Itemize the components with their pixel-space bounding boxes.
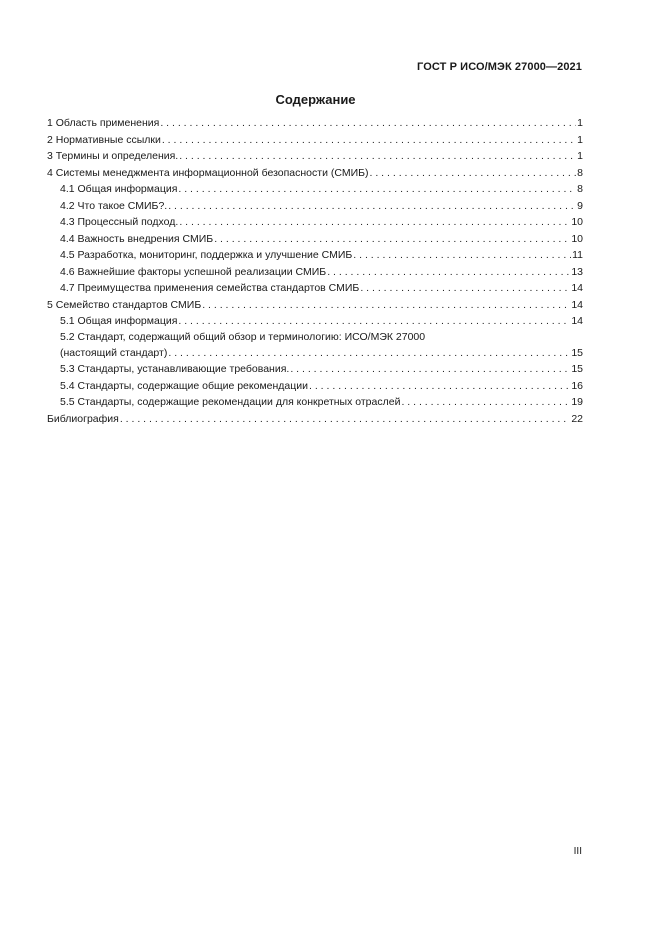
toc-leader-dots: [353, 247, 571, 264]
toc-entry-page: 14: [571, 315, 583, 327]
toc-entry-page: 15: [571, 346, 583, 359]
toc-entry-5[interactable]: [47, 297, 583, 314]
toc-entry-5-5[interactable]: [47, 394, 583, 411]
toc-entry-continuation: [60, 345, 583, 362]
toc-entry-page: 10: [571, 216, 583, 228]
toc-entry-bibliography[interactable]: [47, 411, 583, 428]
toc-entry-label: 4.1 Общая информация: [60, 183, 178, 195]
toc-leader-dots: [179, 148, 576, 165]
toc-entry-label: Библиография: [47, 412, 119, 425]
toc-leader-dots: [120, 411, 570, 428]
toc-entry-page: 14: [571, 298, 583, 311]
toc-entry-label-line1: 5.2 Стандарт, содержащий общий обзор и терминологию: ИСО/МЭК 27000: [60, 330, 426, 343]
toc-entry-label: 4.6 Важнейшие факторы успешной реализации СМИБ: [60, 265, 327, 278]
toc-leader-dots: [360, 280, 570, 297]
toc-entry-5-3[interactable]: [47, 361, 583, 378]
toc-entry-label: 5 Семейство стандартов СМИБ: [47, 298, 202, 311]
toc-entry-page: 1: [577, 117, 583, 129]
toc-entry-page: 15: [571, 363, 583, 375]
document-code: ГОСТ Р ИСО/МЭК 27000—2021: [417, 61, 582, 73]
toc-leader-dots: [179, 214, 570, 231]
toc-leader-dots: [327, 264, 570, 281]
toc-entry-label: 4.2 Что такое СМИБ?.: [60, 199, 168, 212]
toc-entry-4-2[interactable]: [47, 198, 583, 215]
toc-entry-label: 5.3 Стандарты, устанавливающие требования.: [60, 363, 290, 375]
toc-leader-dots: [178, 181, 576, 198]
toc-entry-4-5[interactable]: [47, 247, 583, 264]
toc-entry-5-1[interactable]: [47, 313, 583, 330]
toc-leader-dots: [162, 132, 576, 149]
toc-entry-page: 22: [571, 412, 583, 425]
toc-entry-label: 3 Термины и определения.: [47, 150, 179, 162]
toc-entry-4-6[interactable]: [47, 264, 583, 281]
toc-leader-dots: [202, 297, 570, 314]
toc-entry-page: 13: [571, 265, 583, 278]
toc-entry-page: 8: [577, 183, 583, 195]
toc-entry-label: 4.3 Процессный подход.: [60, 216, 179, 228]
toc-entry-page: 16: [571, 379, 583, 392]
toc-entry-4[interactable]: [47, 165, 583, 182]
toc-leader-dots: [214, 231, 570, 248]
toc-entry-label: 1 Область применения: [47, 117, 160, 129]
toc-entry-page: 14: [571, 282, 583, 294]
toc-entry-label: 2 Нормативные ссылки: [47, 133, 161, 146]
toc-entry-5-4[interactable]: [47, 378, 583, 395]
toc-entry-label: 5.1 Общая информация: [60, 315, 178, 327]
toc-leader-dots: [370, 165, 577, 182]
toc-entry-label: 5.4 Стандарты, содержащие общие рекомендации: [60, 379, 309, 392]
toc-entry-label: 5.5 Стандарты, содержащие рекомендации для конкретных отраслей: [60, 396, 401, 408]
toc-leader-dots: [401, 394, 570, 411]
toc-entry-label: 4.4 Важность внедрения СМИБ: [60, 232, 214, 245]
toc-entry-page: 10: [571, 232, 583, 245]
toc-entry-page: 11: [572, 249, 583, 261]
toc-leader-dots: [160, 115, 576, 132]
toc-entry-label: 4.7 Преимущества применения семейства стандартов СМИБ: [60, 282, 360, 294]
toc-leader-dots: [290, 361, 570, 378]
toc-entry-4-4[interactable]: [47, 231, 583, 248]
toc-entry-label: 4.5 Разработка, мониторинг, поддержка и улучшение СМИБ: [60, 249, 353, 261]
toc-entry-4-7[interactable]: [47, 280, 583, 297]
toc-entry-2[interactable]: [47, 132, 583, 149]
page-number: III: [573, 846, 582, 857]
toc-entry-page: 1: [577, 150, 583, 162]
toc-entry-4-1[interactable]: [47, 181, 583, 198]
toc-entry-4-3[interactable]: [47, 214, 583, 231]
toc-entry-1[interactable]: [47, 115, 583, 132]
toc-entry-page: 8: [577, 166, 583, 179]
toc-title: Содержание: [275, 92, 356, 107]
toc-entry-3[interactable]: [47, 148, 583, 165]
table-of-contents: [47, 115, 583, 427]
toc-entry-label: 4 Системы менеджмента информационной безопасности (СМИБ): [47, 166, 369, 179]
toc-entry-5-2[interactable]: [47, 330, 583, 362]
toc-entry-label-line2: (настоящий стандарт): [60, 346, 168, 359]
toc-leader-dots: [178, 313, 570, 330]
toc-leader-dots: [168, 198, 576, 215]
toc-leader-dots: [168, 345, 570, 362]
toc-leader-dots: [309, 378, 570, 395]
toc-entry-page: 19: [571, 396, 583, 408]
toc-entry-page: 1: [577, 133, 583, 146]
toc-entry-page: 9: [577, 199, 583, 212]
